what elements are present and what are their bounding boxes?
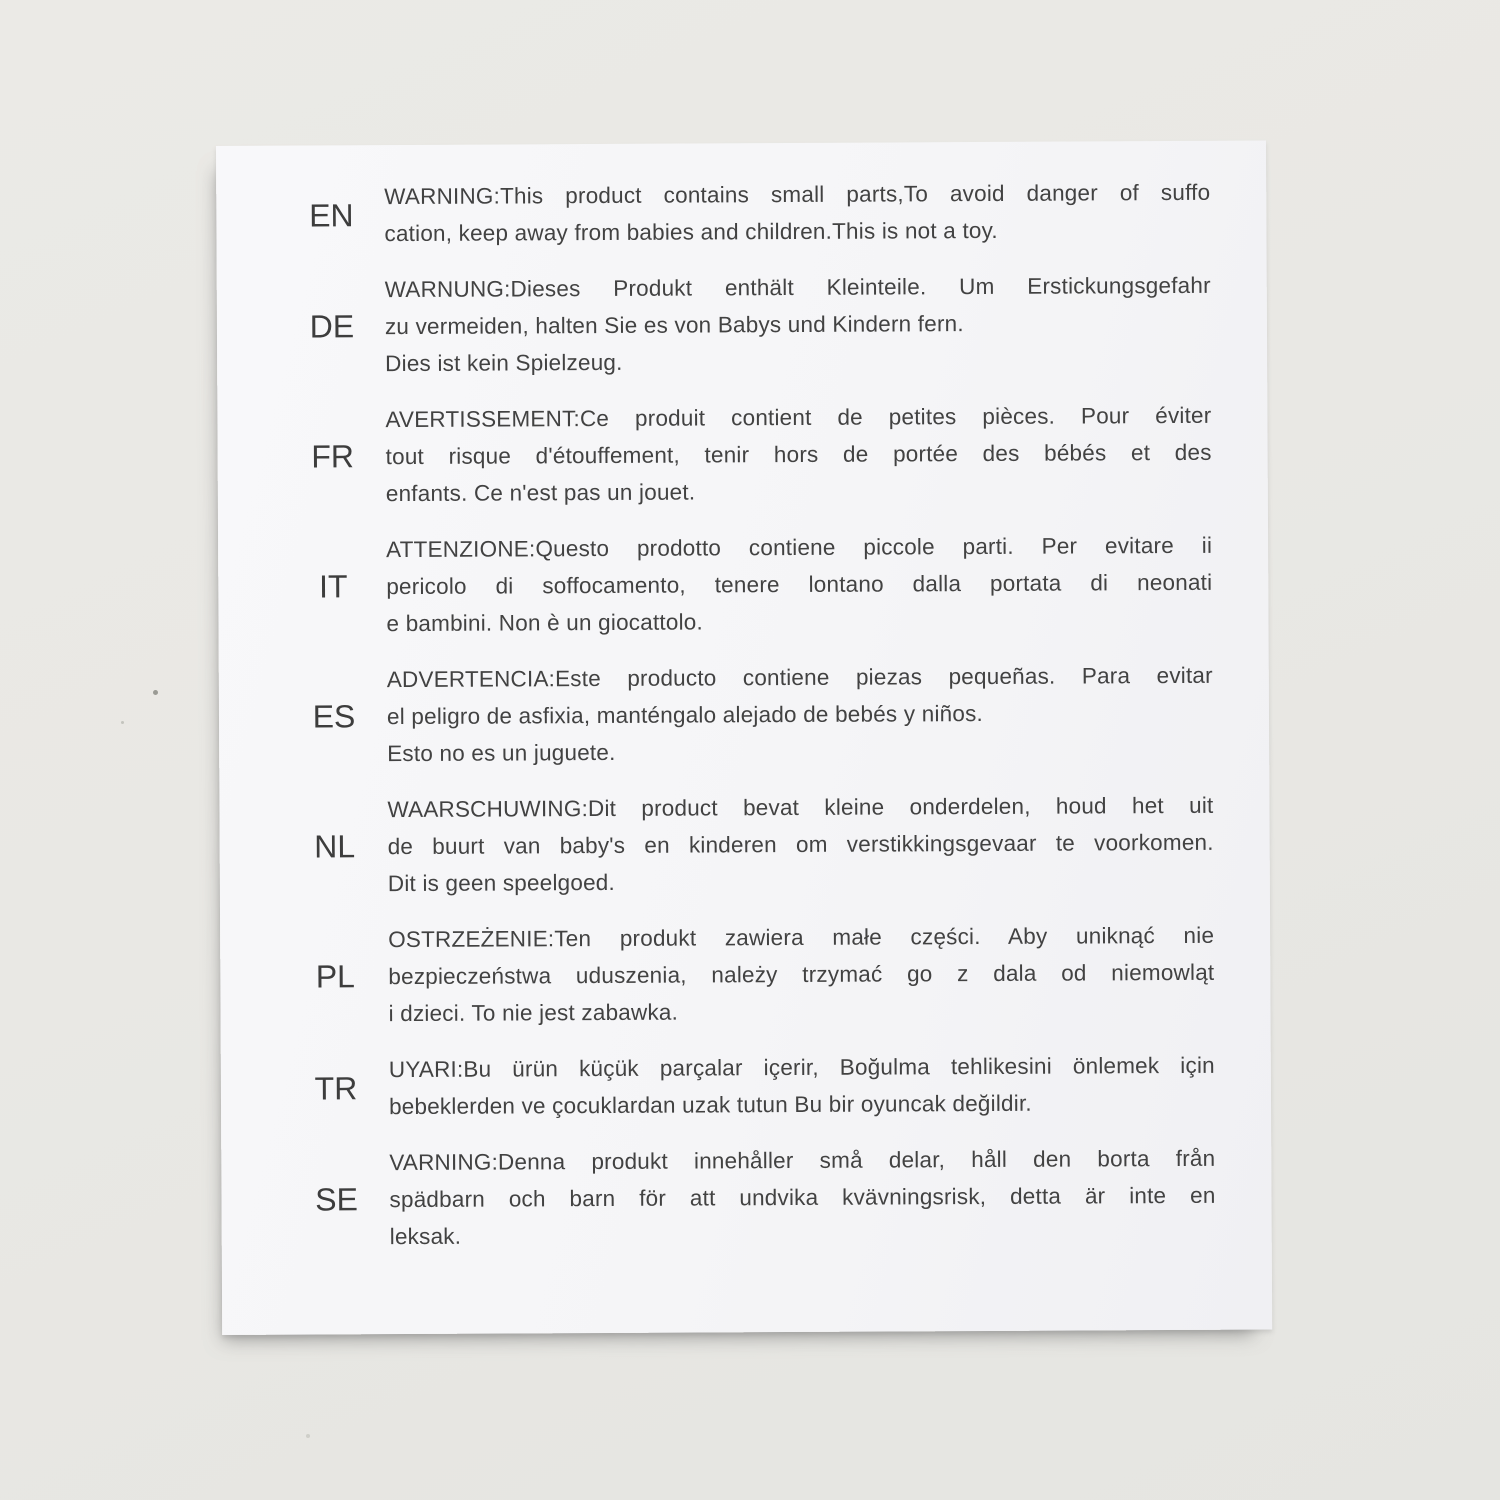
language-code-it: IT bbox=[318, 568, 348, 605]
label-section-de bbox=[279, 267, 1212, 383]
label-section-en bbox=[278, 174, 1210, 253]
label-section-es bbox=[281, 657, 1214, 773]
warning-line: ADVERTENCIA:Este producto contiene piezas pequeñas. Para evitar bbox=[386, 662, 1213, 693]
warning-line: WAARSCHUWING:Dit product bevat kleine onderdelen, houd het uit bbox=[387, 792, 1214, 823]
warning-line: Esto no es un juguete. bbox=[387, 739, 616, 767]
warning-line: de buurt van baby's en kinderen om verstikkingsgevaar te voorkomen. bbox=[387, 829, 1214, 860]
warning-line: AVERTISSEMENT:Ce produit contient de petites pièces. Pour éviter bbox=[385, 402, 1212, 433]
label-section-fr bbox=[279, 397, 1212, 513]
language-code-es: ES bbox=[312, 698, 356, 735]
warning-line: i dzieci. To nie jest zabawka. bbox=[388, 999, 679, 1027]
warning-line: ATTENZIONE:Questo prodotto contiene piccole parti. Per evitare ii bbox=[386, 532, 1213, 563]
label-section-se bbox=[283, 1140, 1216, 1256]
warning-line: WARNUNG:Dieses Produkt enthält Kleinteile. Um Erstickungsgefahr bbox=[384, 272, 1211, 303]
language-code-se: SE bbox=[315, 1181, 358, 1218]
label-section-it bbox=[280, 527, 1213, 643]
warning-line: Dies ist kein Spielzeug. bbox=[385, 349, 623, 377]
warning-text-se bbox=[389, 1140, 1216, 1255]
language-code-fr: FR bbox=[311, 438, 355, 475]
warning-line: enfants. Ce n'est pas un jouet. bbox=[385, 479, 696, 507]
warning-text-pl bbox=[388, 917, 1215, 1032]
warning-line: bebeklerden ve çocuklardan uzak tutun Bu bir oyuncak değildir. bbox=[388, 1090, 1032, 1120]
label-section-nl bbox=[281, 787, 1214, 903]
warning-text-nl bbox=[387, 787, 1214, 902]
label-section-tr bbox=[283, 1047, 1215, 1126]
dust-speck bbox=[153, 690, 158, 695]
label-section-pl bbox=[282, 917, 1215, 1033]
language-code-nl: NL bbox=[314, 828, 356, 865]
warning-line: Dit is geen speelgoed. bbox=[387, 869, 615, 897]
warning-line: UYARI:Bu ürün küçük parçalar içerir, Boğulma tehlikesini önlemek için bbox=[388, 1052, 1215, 1083]
warning-line: zu vermeiden, halten Sie es von Babys und Kindern fern. bbox=[384, 311, 964, 340]
warning-text-tr bbox=[389, 1047, 1215, 1125]
warning-line: VARNING:Denna produkt innehåller små delar, håll den borta från bbox=[389, 1145, 1216, 1176]
warning-line: tout risque d'étouffement, tenir hors de portée des bébés et des bbox=[385, 439, 1212, 470]
language-code-tr: TR bbox=[314, 1069, 358, 1106]
warning-text-de bbox=[385, 267, 1212, 382]
language-code-en: EN bbox=[309, 196, 354, 234]
language-code-de: DE bbox=[309, 308, 355, 345]
warning-line: OSTRZEŻENIE:Ten produkt zawiera małe części. Aby uniknąć nie bbox=[388, 922, 1215, 953]
warning-line: leksak. bbox=[389, 1223, 462, 1250]
warning-text-es bbox=[387, 657, 1214, 772]
warning-line: WARNING:This product contains small parts,To avoid danger of suffo bbox=[384, 179, 1211, 210]
dust-speck bbox=[121, 721, 124, 724]
language-code-pl: PL bbox=[315, 958, 356, 995]
warning-line: spädbarn och barn för att undvika kvävningsrisk, detta är inte en bbox=[389, 1182, 1216, 1213]
warning-line: e bambini. Non è un giocattolo. bbox=[386, 609, 703, 637]
warning-line: bezpieczeństwa uduszenia, należy trzymać go z dala od niemowląt bbox=[388, 959, 1215, 990]
warning-line: pericolo di soffocamento, tenere lontano dalla portata di neonati bbox=[386, 569, 1213, 600]
warning-label-paper bbox=[216, 141, 1272, 1335]
warning-text-fr bbox=[385, 397, 1212, 512]
warning-text-it bbox=[386, 527, 1213, 642]
warning-line: cation, keep away from babies and children.This is not a toy. bbox=[384, 217, 998, 247]
warning-text-en bbox=[384, 174, 1210, 252]
dust-speck bbox=[306, 1434, 310, 1438]
warning-line: el peligro de asfixia, manténgalo alejado de bebés y niños. bbox=[386, 700, 984, 730]
